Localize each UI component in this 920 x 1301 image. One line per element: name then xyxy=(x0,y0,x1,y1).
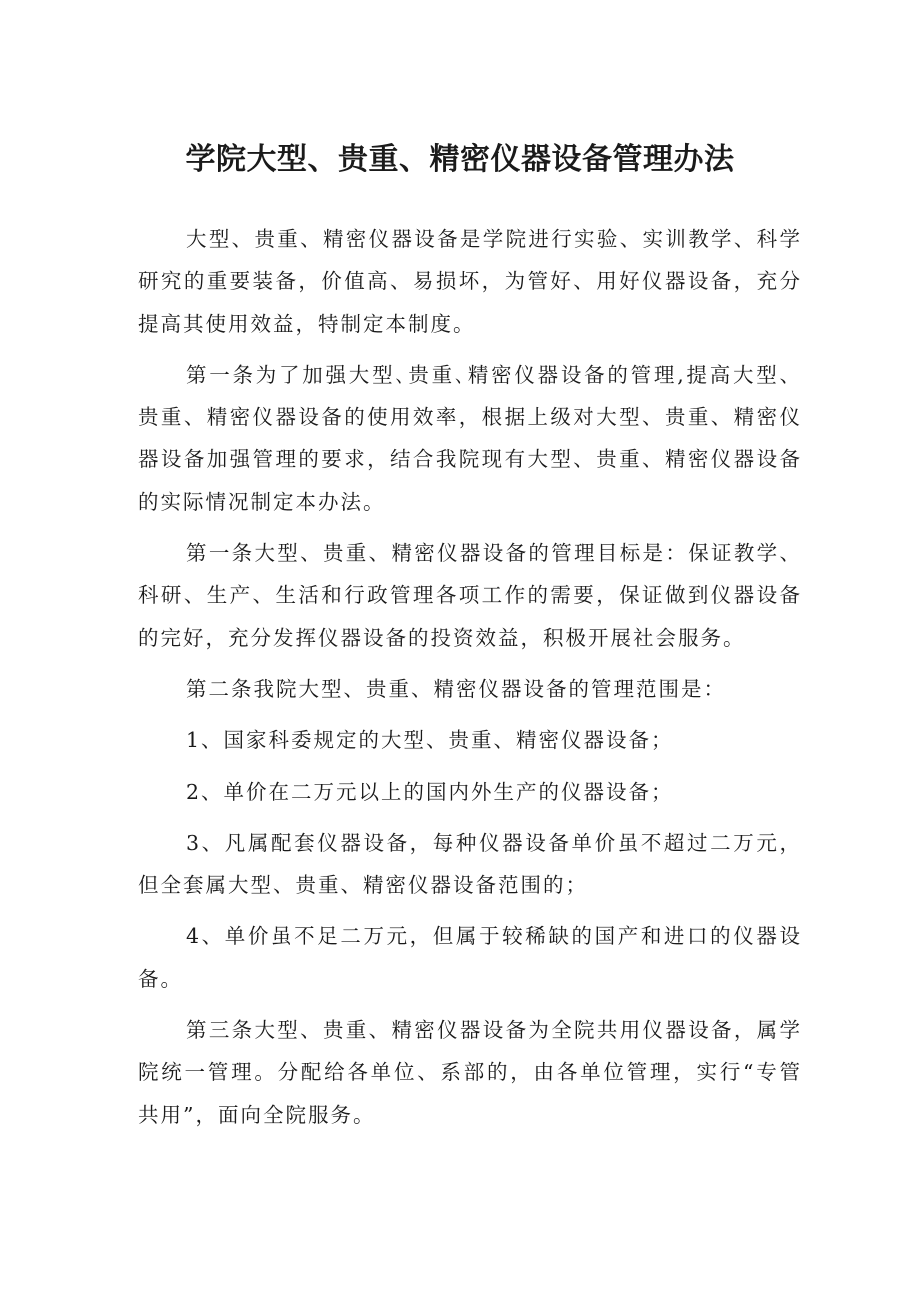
intro-paragraph: 大型、贵重、精密仪器设备是学院进行实验、实训教学、科学研究的重要装备，价值高、易损坏，为管好、用好仪器设备，充分提高其使用效益，特制定本制度。 xyxy=(138,227,802,336)
article-1-goal-paragraph: 第一条大型、贵重、精密仪器设备的管理目标是：保证教学、科研、生产、生活和行政管理各项工作的需要，保证做到仪器设备的完好，充分发挥仪器设备的投资效益，积极开展社会服务。 xyxy=(138,541,802,650)
scope-item-1: 1、国家科委规定的大型、贵重、精密仪器设备； xyxy=(186,728,674,753)
article-3-paragraph: 第三条大型、贵重、精密仪器设备为全院共用仪器设备，属学院统一管理。分配给各单位、系部的，由各单位管理，实行“专管共用”，面向全院服务。 xyxy=(138,1018,802,1127)
document-body xyxy=(138,218,802,1145)
scope-item-2: 2、单价在二万元以上的国内外生产的仪器设备； xyxy=(186,779,674,804)
article-2-scope-paragraph: 第二条我院大型、贵重、精密仪器设备的管理范围是： xyxy=(186,676,726,701)
article-1-purpose-paragraph: 第一条为了加强大型､贵重､精密仪器设备的管理,提高大型、贵重、精密仪器设备的使用效率，根据上级对大型、贵重、精密仪器设备加强管理的要求，结合我院现有大型、贵重、精密仪器设备的实际情况制定本办法。 xyxy=(138,362,802,514)
scope-item-4: 4、单价虽不足二万元，但属于较稀缺的国产和进口的仪器设备。 xyxy=(138,924,802,991)
scope-item-3: 3、凡属配套仪器设备，每种仪器设备单价虽不超过二万元，但全套属大型、贵重、精密仪器设备范围的； xyxy=(138,830,802,898)
document-title: 学院大型、贵重、精密仪器设备管理办法 xyxy=(185,142,735,177)
